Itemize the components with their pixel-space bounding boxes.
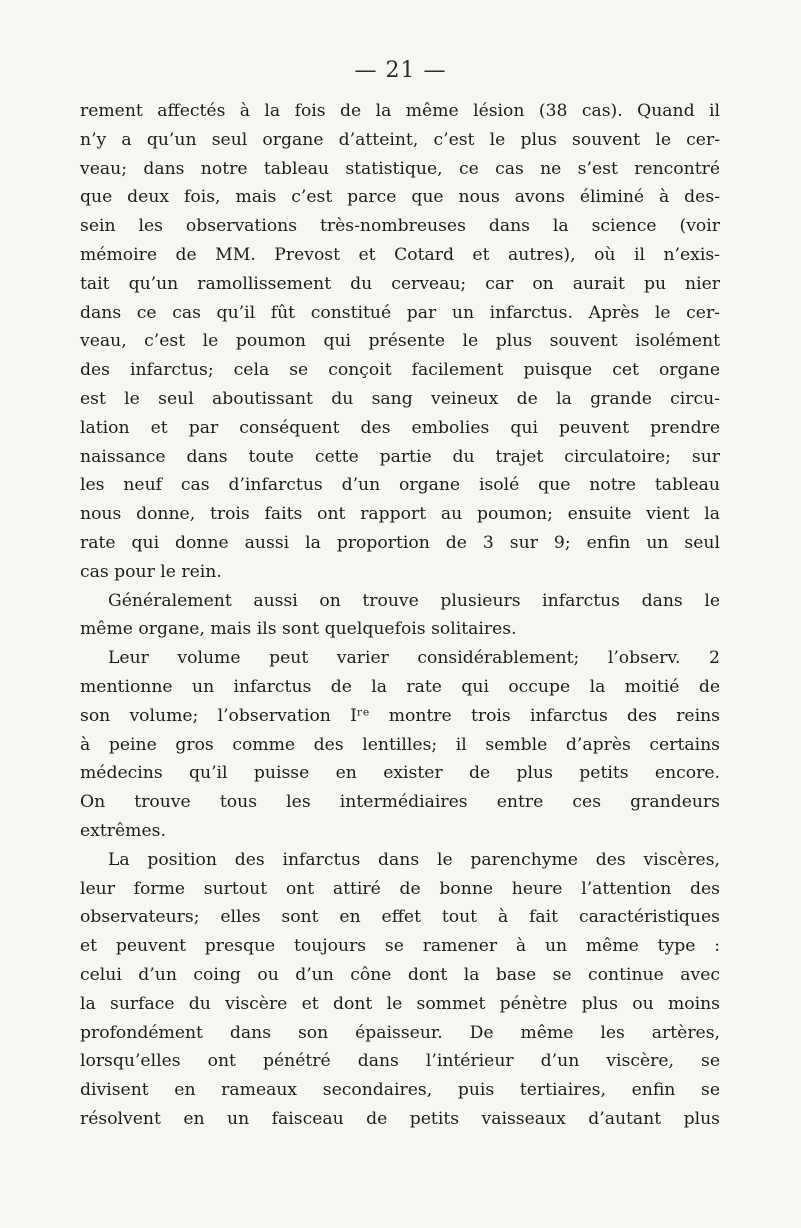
- text-line: Généralement aussi on trouve plusieurs infarctus dans le: [108, 590, 720, 611]
- page-number-header: — 21 —: [354, 58, 447, 83]
- text-line: rate qui donne aussi la proportion de 3 sur 9; enfin un seul: [80, 532, 720, 553]
- text-line: médecins qu’il puisse en exister de plus petits encore.: [80, 763, 720, 784]
- text-line: tait qu’un ramollissement du cerveau; car on aurait pu nier: [80, 273, 720, 294]
- text-line: la surface du viscère et dont le sommet pénètre plus ou moins: [80, 993, 720, 1014]
- text-line: La position des infarctus dans le parenchyme des viscères,: [108, 849, 720, 870]
- text-line: extrêmes.: [80, 820, 166, 841]
- text-line: lation et par conséquent des embolies qui peuvent prendre: [80, 417, 720, 438]
- text-line: observateurs; elles sont en effet tout à fait caractéristiques: [80, 907, 720, 928]
- body-text: [80, 97, 720, 1134]
- text-line: profondément dans son épaisseur. De même les artères,: [80, 1022, 720, 1043]
- text-line: rement affectés à la fois de la même lésion (38 cas). Quand il: [80, 101, 720, 121]
- text-line: n’y a qu’un seul organe d’atteint, c’est le plus souvent le cer-: [80, 129, 720, 150]
- text-line: cas pour le rein.: [80, 561, 222, 582]
- text-line: naissance dans toute cette partie du trajet circulatoire; sur: [80, 446, 720, 467]
- text-line: divisent en rameaux secondaires, puis tertiaires, enfin se: [80, 1080, 720, 1101]
- text-line: des infarctus; cela se conçoit facilement puisque cet organe: [80, 360, 720, 381]
- text-line: mémoire de MM. Prevost et Cotard et autres), où il n’exis-: [80, 244, 720, 265]
- text-line: les neuf cas d’infarctus d’un organe isolé que notre tableau: [80, 475, 720, 496]
- text-line: Leur volume peut varier considérablement; l’observ. 2: [108, 648, 720, 669]
- text-line: dans ce cas qu’il fût constitué par un infarctus. Après le cer-: [80, 302, 720, 323]
- text-line: mentionne un infarctus de la rate qui occupe la moitié de: [80, 676, 720, 697]
- text-line: lorsqu’elles ont pénétré dans l’intérieur d’un viscère, se: [80, 1051, 720, 1072]
- text-line: et peuvent presque toujours se ramener à un même type :: [80, 936, 720, 957]
- text-line: même organe, mais ils sont quelquefois solitaires.: [80, 619, 517, 640]
- text-line: son volume; l’observation Iʳᵉ montre trois infarctus des reins: [80, 705, 720, 726]
- text-line: résolvent en un faisceau de petits vaisseaux d’autant plus: [80, 1108, 720, 1129]
- text-line: est le seul aboutissant du sang veineux de la grande circu-: [80, 388, 720, 409]
- text-line: nous donne, trois faits ont rapport au poumon; ensuite vient la: [80, 504, 720, 525]
- text-line: sein les observations très-nombreuses dans la science (voir: [80, 216, 720, 237]
- text-line: à peine gros comme des lentilles; il semble d’après certains: [80, 734, 720, 755]
- text-line: veau, c’est le poumon qui présente le plus souvent isolément: [80, 331, 720, 352]
- text-line: veau; dans notre tableau statistique, ce cas ne s’est rencontré: [80, 158, 720, 179]
- text-line: que deux fois, mais c’est parce que nous avons éliminé à des-: [80, 187, 720, 208]
- text-line: leur forme surtout ont attiré de bonne heure l’attention des: [80, 878, 720, 899]
- text-line: celui d’un coing ou d’un cône dont la base se continue avec: [80, 964, 720, 985]
- text-line: On trouve tous les intermédiaires entre ces grandeurs: [80, 792, 720, 813]
